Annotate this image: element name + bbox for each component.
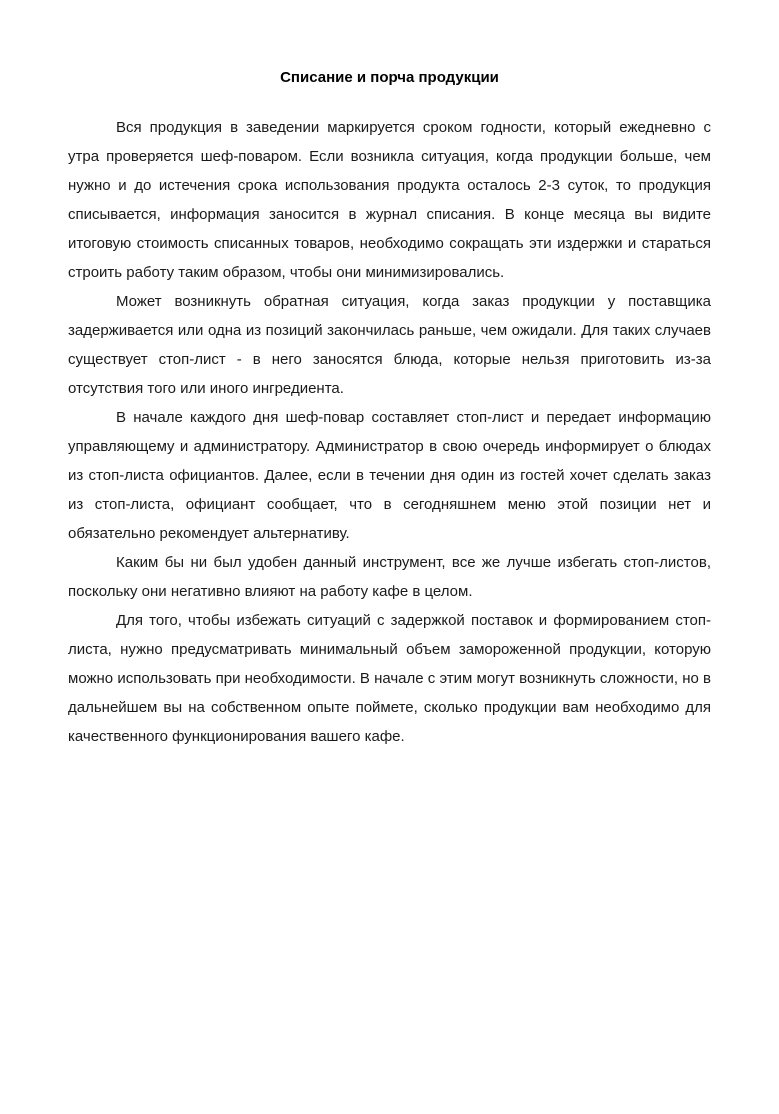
paragraph-4: Каким бы ни был удобен данный инструмент, все же лучше избегать стоп-листов, поскольку они негативно влияют на работу кафе в целом.	[68, 554, 711, 600]
paragraph-5: Для того, чтобы избежать ситуаций с задержкой поставок и формированием стоп-листа, нужно предусматривать минимальный объем замороженной продукции, которую можно использовать при необходимости. В начале с этим могут возникнуть сложности, но в дальнейшем вы на собственном опыте поймете, сколько продукции вам необходимо для качественного функционирования вашего кафе.	[68, 612, 711, 745]
paragraph-2: Может возникнуть обратная ситуация, когда заказ продукции у поставщика задерживается или одна из позиций закончилась раньше, чем ожидали. Для таких случаев существует стоп-лист - в него заносятся блюда, которые нельзя приготовить из-за отсутствия того или иного ингредиента.	[68, 293, 711, 397]
document-body	[68, 113, 711, 751]
paragraph-3: В начале каждого дня шеф-повар составляет стоп-лист и передает информацию управляющему и администратору. Администратор в свою очередь информирует о блюдах из стоп-листа официантов. Далее, если в течении дня один из гостей хочет сделать заказ из стоп-листа, официант сообщает, что в сегодняшнем меню этой позиции нет и обязательно рекомендует альтернативу.	[68, 409, 711, 542]
paragraph-1: Вся продукция в заведении маркируется сроком годности, который ежедневно с утра проверяется шеф-поваром. Если возникла ситуация, когда продукции больше, чем нужно и до истечения срока использования продукта осталось 2-3 суток, то продукция списывается, информация заносится в журнал списания. В конце месяца вы видите итоговую стоимость списанных товаров, необходимо сокращать эти издержки и стараться строить работу таким образом, чтобы они минимизировались.	[68, 119, 711, 281]
document-title: Списание и порча продукции	[280, 69, 499, 86]
